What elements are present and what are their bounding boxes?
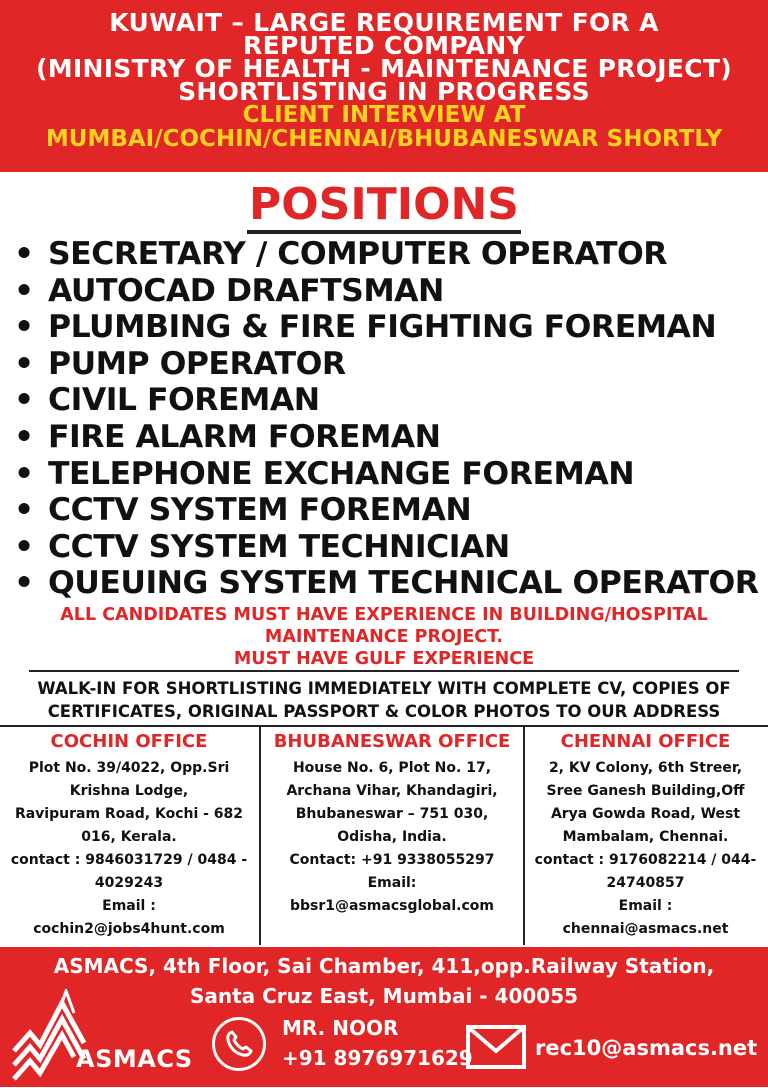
walkin-line-1: WALK-IN FOR SHORTLISTING IMMEDIATELY WITH COMPLETE CV, COPIES OF	[37, 679, 731, 698]
logo-text: ASMACS	[76, 1045, 193, 1073]
office-email[interactable]: bbsr1@asmacsglobal.com	[290, 898, 494, 914]
positions-heading	[0, 180, 768, 234]
bhubaneswar-office	[259, 727, 525, 945]
bullet-icon: •	[14, 492, 34, 529]
positions-title: POSITIONS	[247, 180, 521, 234]
bullet-icon: •	[14, 309, 34, 346]
office-email[interactable]: cochin2@jobs4hunt.com	[33, 921, 225, 937]
phone-icon	[212, 1017, 266, 1071]
walkin-line-2: CERTIFICATES, ORIGINAL PASSPORT & COLOR PHOTOS TO OUR ADDRESS	[47, 702, 721, 721]
cochin-office	[0, 727, 258, 947]
position-item: • CCTV SYSTEM TECHNICIAN	[14, 528, 510, 565]
note-line-2: MAINTENANCE PROJECT.	[264, 627, 504, 647]
office-line: Contact: +91 9338055297	[289, 852, 495, 868]
position-item: • AUTOCAD DRAFTSMAN	[14, 272, 444, 309]
bullet-icon: •	[14, 236, 34, 272]
chennai-office	[523, 727, 768, 947]
office-line: Bhubaneswar – 751 030,	[295, 806, 489, 822]
header-banner	[0, 0, 768, 172]
position-item: • QUEUING SYSTEM TECHNICAL OPERATOR	[14, 565, 759, 602]
office-line: Odisha, India.	[337, 829, 447, 845]
office-line: 2, KV Colony, 6th Streer,	[548, 760, 743, 776]
bullet-icon: •	[14, 382, 34, 419]
address-line-1: ASMACS, 4th Floor, Sai Chamber, 411,opp.Railway Station,	[53, 954, 715, 978]
header-line-1: KUWAIT – LARGE REQUIREMENT FOR A	[109, 8, 659, 37]
office-line: contact : 9846031729 / 0484 -	[10, 852, 248, 868]
office-line: Sree Ganesh Building,Off	[546, 783, 745, 799]
position-item: • SECRETARY / COMPUTER OPERATOR	[14, 236, 668, 272]
office-line: Krishna Lodge,	[69, 783, 189, 799]
bullet-icon: •	[14, 565, 34, 602]
note-line-3: MUST HAVE GULF EXPERIENCE	[29, 648, 739, 672]
office-line: contact : 9176082214 / 044-	[534, 852, 757, 868]
office-email[interactable]: chennai@asmacs.net	[562, 921, 729, 937]
office-line: 016, Kerala.	[81, 829, 177, 845]
header-line-5: CLIENT INTERVIEW AT	[242, 102, 526, 128]
position-item: • CIVIL FOREMAN	[14, 382, 320, 419]
footer-email[interactable]: rec10@asmacs.net	[535, 1036, 758, 1060]
bullet-icon: •	[14, 345, 34, 382]
bullet-icon: •	[14, 418, 34, 455]
header-line-3: (MINISTRY OF HEALTH - MAINTENANCE PROJECT)	[35, 54, 733, 83]
office-line: Arya Gowda Road, West	[550, 806, 741, 822]
note-line-1: ALL CANDIDATES MUST HAVE EXPERIENCE IN BUILDING/HOSPITAL	[60, 605, 708, 625]
header-line-2: REPUTED COMPANY	[243, 31, 525, 60]
requirements-note	[0, 604, 768, 672]
office-title: BHUBANESWAR OFFICE	[273, 731, 511, 752]
office-line: Email :	[102, 898, 156, 914]
offices-section	[0, 727, 768, 947]
footer	[0, 947, 768, 1087]
office-title: COCHIN OFFICE	[50, 731, 208, 752]
header-text	[0, 8, 768, 152]
office-line: Archana Vihar, Khandagiri,	[286, 783, 498, 799]
office-line: Mambalam, Chennai.	[562, 829, 729, 845]
walkin-instructions	[0, 677, 768, 723]
office-line: 4029243	[94, 875, 164, 891]
position-item: • TELEPHONE EXCHANGE FOREMAN	[14, 455, 635, 492]
office-line: House No. 6, Plot No. 17,	[292, 760, 492, 776]
header-line-4: SHORTLISTING IN PROGRESS	[178, 77, 590, 106]
position-item: • PLUMBING & FIRE FIGHTING FOREMAN	[14, 309, 717, 346]
contact-block	[282, 1013, 473, 1073]
office-line: 24740857	[606, 875, 685, 891]
office-line: Email :	[618, 898, 673, 914]
office-line: Plot No. 39/4022, Opp.Sri	[28, 760, 230, 776]
mail-icon	[466, 1025, 526, 1073]
bullet-icon: •	[14, 455, 34, 492]
bullet-icon: •	[14, 528, 34, 565]
asmacs-logo-icon	[10, 989, 200, 1084]
office-line: Ravipuram Road, Kochi - 682	[14, 806, 244, 822]
position-item: • PUMP OPERATOR	[14, 345, 346, 382]
positions-list	[14, 236, 764, 602]
office-title: CHENNAI OFFICE	[560, 731, 731, 752]
address-line-2: Santa Cruz East, Mumbai - 400055	[189, 984, 579, 1008]
contact-name: MR. NOOR	[282, 1016, 399, 1040]
position-item: • CCTV SYSTEM FOREMAN	[14, 492, 472, 529]
position-item: • FIRE ALARM FOREMAN	[14, 418, 441, 455]
office-line: Email:	[367, 875, 417, 891]
bullet-icon: •	[14, 272, 34, 309]
contact-phone[interactable]: +91 8976971629	[282, 1046, 473, 1070]
header-line-6: MUMBAI/COCHIN/CHENNAI/BHUBANESWAR SHORTLY	[45, 126, 723, 152]
